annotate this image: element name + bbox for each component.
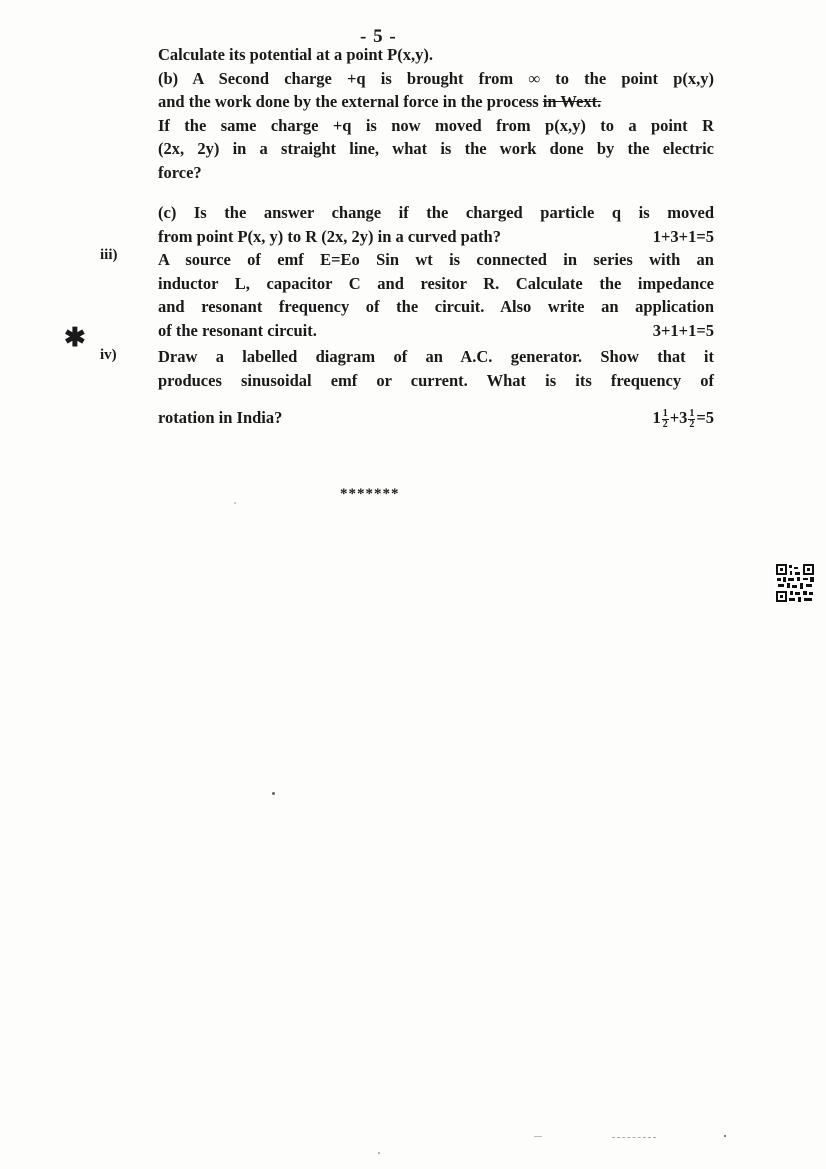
text-line: (b) A Second charge +q is brought from ∞ to the point p(x,y)	[158, 68, 714, 88]
text-line: force?	[158, 162, 202, 182]
fraction-half: $\frac{1}{2}$	[662, 407, 668, 430]
text-line: (c) Is the answer change if the charged particle q is moved	[158, 203, 714, 222]
text-line: and resonant frequency of the circuit. Also write an application	[158, 297, 714, 316]
text-line: from point P(x, y) to R (2x, 2y) in a curved path? 1+3+1=5	[158, 225, 714, 249]
end-of-paper-marker: *******	[340, 486, 400, 502]
scan-speck	[234, 502, 236, 504]
text-line: produces sinusoidal emf or current. What is its frequency of	[158, 370, 714, 390]
marks-allocation: 3+1+1=5	[652, 320, 714, 340]
text-line: Calculate its potential at a point P(x,y).	[158, 45, 433, 64]
marks-allocation: 1 $\frac{1}{2}$ +3 $\frac{1}{2}$ =5	[652, 407, 714, 430]
text-line: A source of emf E=Eo Sin wt is connected in series with an	[158, 250, 714, 269]
page-number: - 5 -	[360, 26, 397, 47]
text-line: (2x, 2y) in a straight line, what is the work done by the electric	[158, 139, 714, 158]
text-line: rotation in India? 1 $\frac{1}{2}$ +3 $\frac{1}{2}$ =5	[158, 407, 714, 430]
question-part-c	[158, 201, 714, 248]
question-number-iii: iii)	[100, 247, 118, 263]
struck-text: in Wext.	[542, 92, 602, 111]
fraction-half: $\frac{1}{2}$	[689, 407, 695, 430]
question-iv-last	[158, 406, 714, 430]
text-line: of the resonant circuit. 3+1+1=5	[158, 319, 714, 343]
scan-smudge	[612, 1137, 656, 1139]
question-iv	[158, 345, 714, 392]
scan-smudge	[534, 1136, 542, 1137]
star-mark-icon: ✱	[64, 323, 86, 352]
scan-speck	[272, 792, 275, 795]
question-number-iv: iv)	[100, 347, 117, 363]
scan-speck	[378, 1152, 380, 1154]
text-line: If the same charge +q is now moved from p(x,y) to a point R	[158, 115, 714, 135]
text-line: and the work done by the external force in the process in Wext.	[158, 92, 602, 111]
text-line: inductor L, capacitor C and resitor R. Calculate the impedance	[158, 273, 714, 293]
scan-speck	[724, 1135, 726, 1137]
qr-code-icon	[775, 563, 815, 603]
marks-allocation: 1+3+1=5	[652, 226, 714, 246]
text-line: Draw a labelled diagram of an A.C. generator. Show that it	[158, 347, 714, 366]
question-continuation	[158, 43, 714, 184]
question-iii	[158, 248, 714, 342]
